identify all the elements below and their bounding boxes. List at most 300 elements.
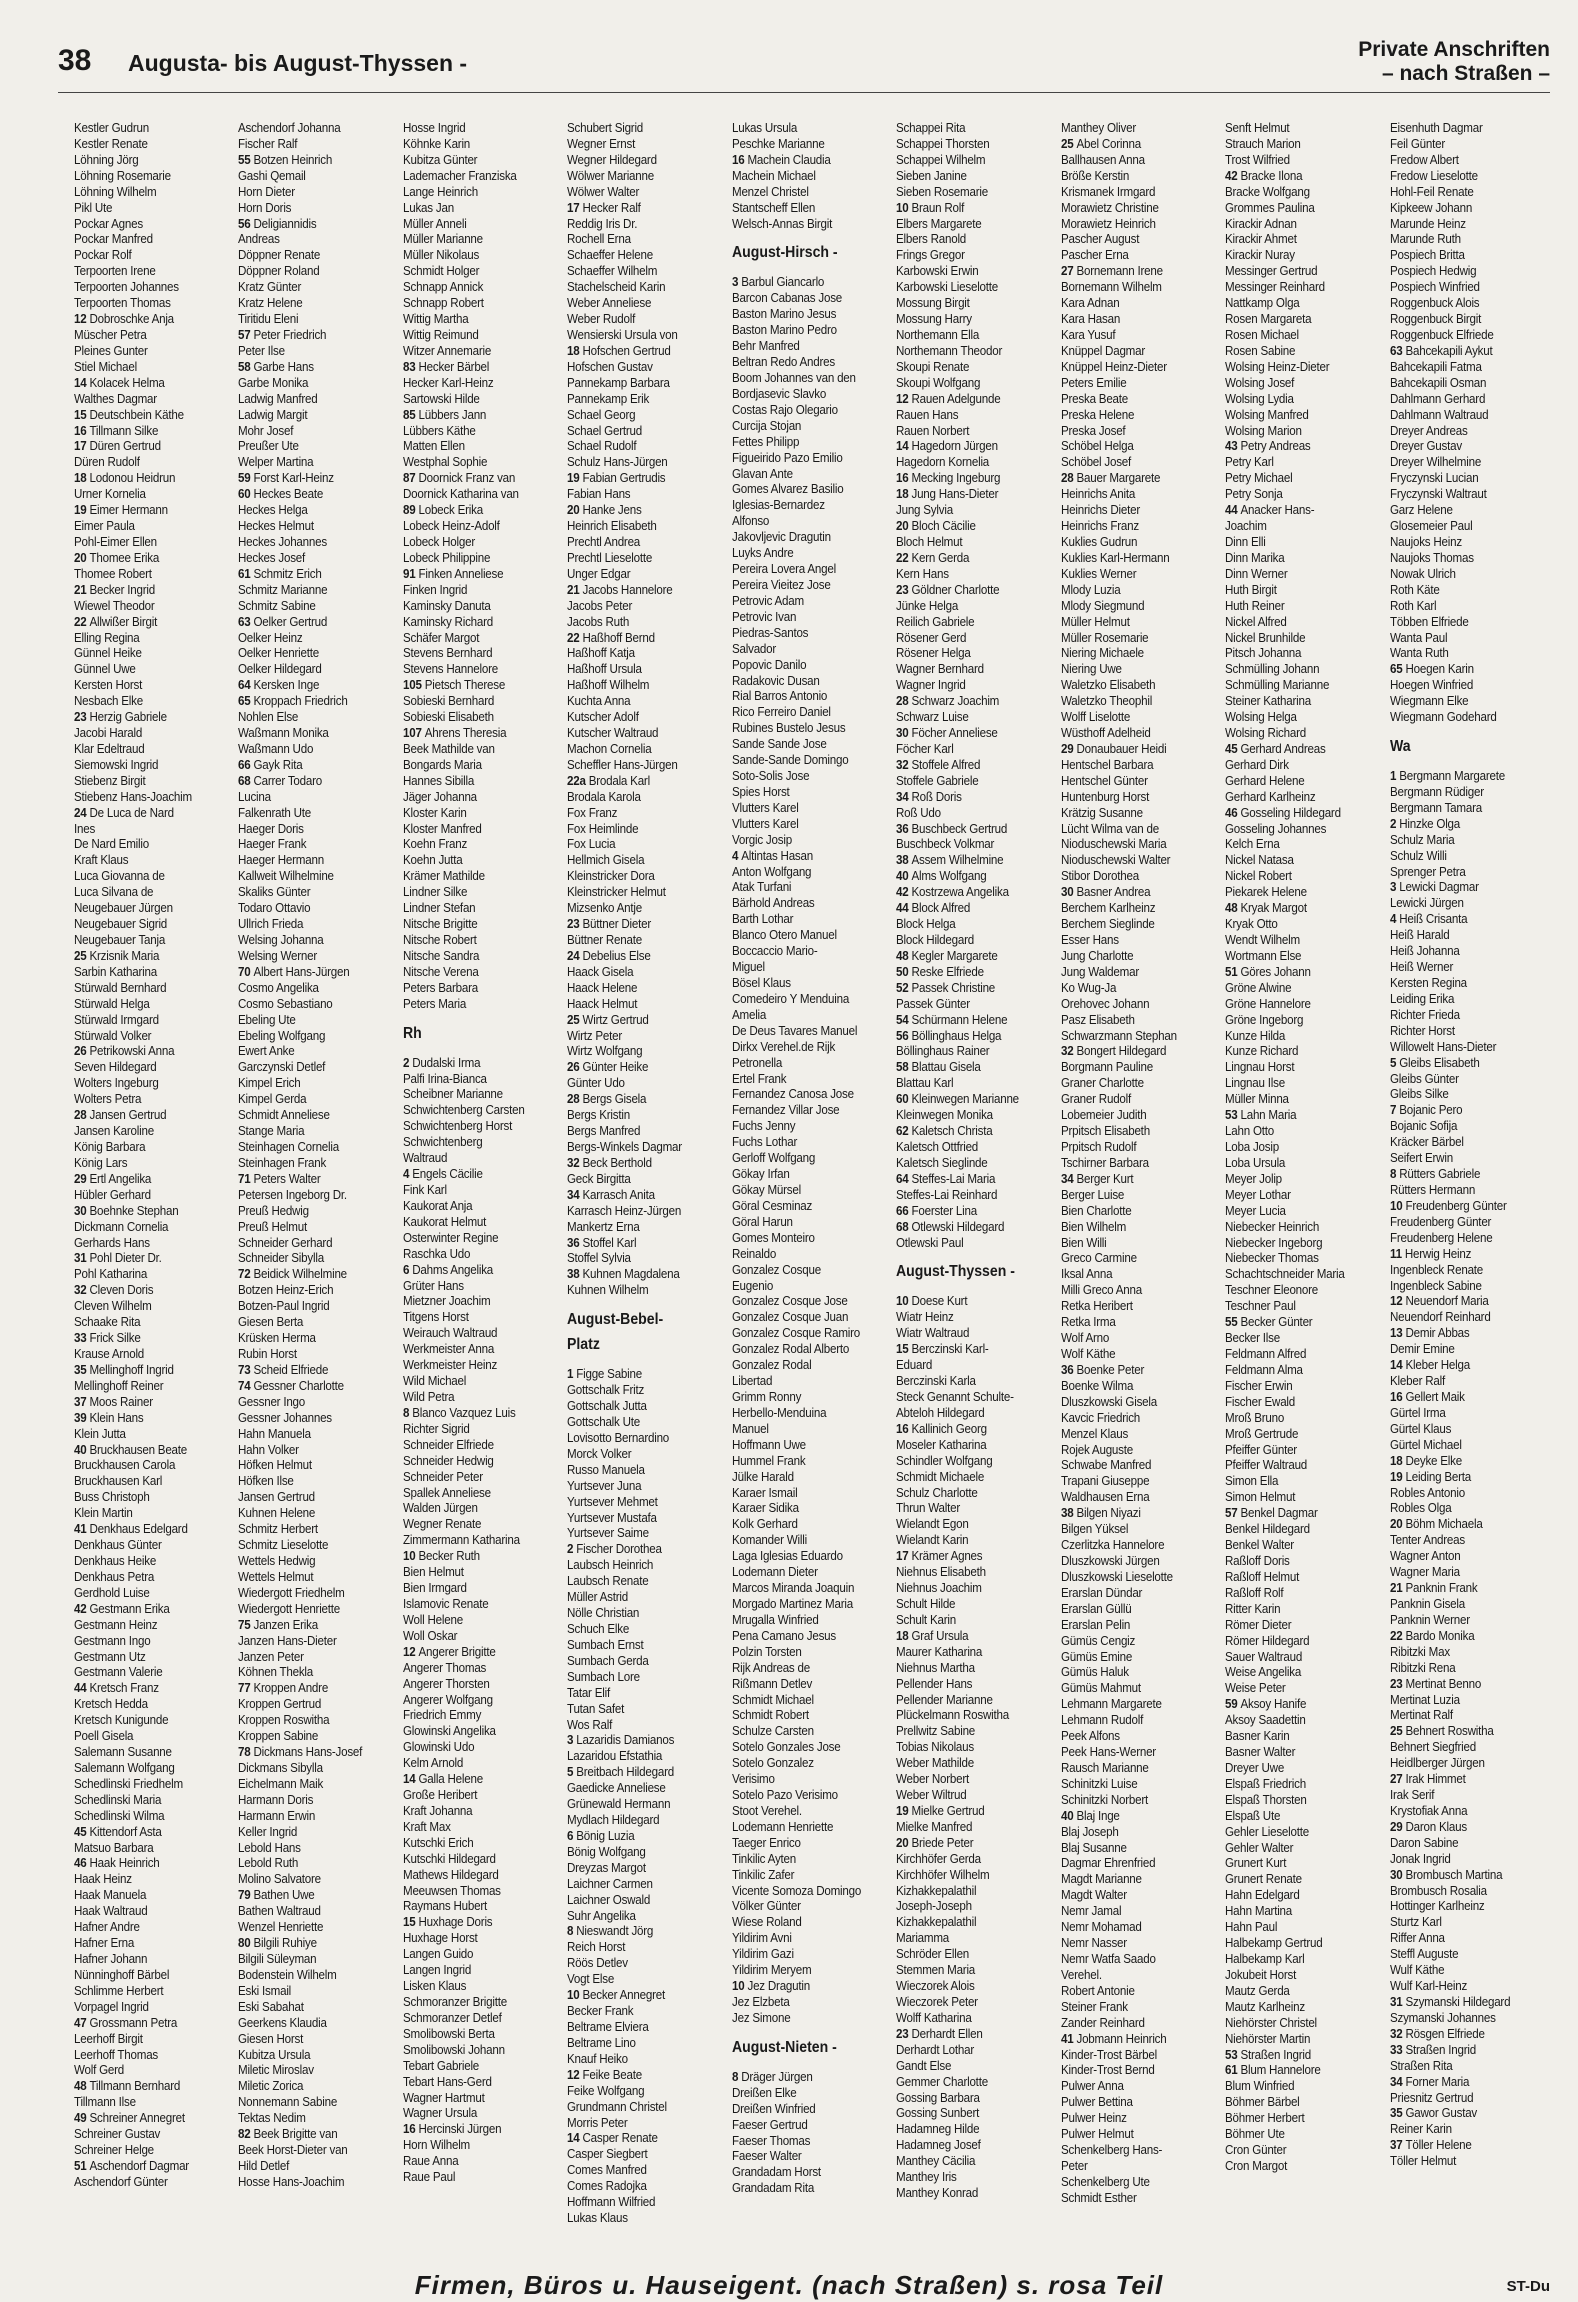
resident-entry — [567, 1828, 725, 1844]
resident-entry: Magdt Marianne — [1060, 1871, 1142, 1887]
resident-entry: Wagner Hartmut — [402, 2089, 485, 2105]
resident-entry: Teschner Eleonore — [1225, 1282, 1319, 1298]
resident-entry: Bergs Kristin — [567, 1107, 631, 1123]
resident-entry — [896, 1803, 1054, 1819]
resident-entry: Janzen Peter — [238, 1648, 305, 1664]
resident-entry: Terpoorten Irene — [74, 263, 156, 279]
resident-entry: Mizsenko Antje — [567, 900, 643, 916]
resident-entry: Andreas — [238, 231, 281, 247]
resident-entry: Angerer Thomas — [402, 1659, 487, 1675]
resident-entry: De Deus Tavares Manuel — [731, 1022, 858, 1038]
resident-entry — [1225, 1107, 1383, 1123]
resident-entry — [1061, 263, 1219, 279]
resident-entry: Nemr Nasser — [1060, 1935, 1127, 1951]
resident-entry: Dahlmann Waltraud — [1389, 406, 1488, 422]
house-number: 1 — [567, 1366, 577, 1382]
resident-entry: Pospiech Winfried — [1389, 279, 1480, 295]
resident-entry: Giesen Horst — [238, 2030, 304, 2046]
resident-entry — [1061, 1505, 1219, 1521]
resident-entry: Pellender Hans — [896, 1675, 973, 1691]
house-number: 44 — [896, 900, 912, 916]
resident-name: Böhm Michaela — [1405, 1516, 1483, 1532]
house-number: 41 — [1060, 2030, 1077, 2046]
resident-entry: Kleinwegen Monika — [896, 1107, 994, 1123]
resident-name: Forner Maria — [1405, 2073, 1469, 2089]
resident-entry: Schulz Charlotte — [896, 1484, 978, 1500]
resident-entry: Meyer Lucia — [1225, 1202, 1286, 1218]
resident-entry: Menzel Christel — [731, 183, 809, 199]
resident-entry: Kloster Karin — [402, 804, 467, 820]
house-number: 38 — [567, 1266, 583, 1282]
resident-entry: Gröne Alwine — [1225, 979, 1292, 995]
resident-entry: Pereira Lovera Angel — [731, 561, 836, 577]
resident-entry — [238, 1617, 396, 1633]
resident-entry: Kroppen Roswitha — [238, 1712, 330, 1728]
resident-entry: Grimm Ronny — [731, 1388, 801, 1404]
house-number: 21 — [1389, 1580, 1406, 1596]
section-title-line2: – nach Straßen – — [1381, 62, 1550, 85]
page-range-title: Augusta- bis August-Thyssen - — [128, 50, 468, 76]
resident-entry: Wielandt Karin — [896, 1532, 969, 1548]
resident-entry: Schneider Peter — [402, 1468, 483, 1484]
resident-entry: Harmann Erwin — [238, 1807, 316, 1823]
resident-entry: Pospiech Hedwig — [1389, 263, 1476, 279]
resident-entry: Taeger Enrico — [731, 1834, 801, 1850]
resident-entry — [403, 1644, 561, 1660]
house-number: 17 — [74, 438, 90, 454]
resident-entry — [238, 1680, 396, 1696]
resident-entry: Elspaß Thorsten — [1225, 1791, 1307, 1807]
resident-entry: Böhmer Bärbel — [1225, 2094, 1300, 2110]
house-number: 30 — [896, 725, 912, 741]
resident-entry: Waldhausen Erna — [1060, 1489, 1150, 1505]
resident-entry: Pascher August — [1060, 231, 1139, 247]
resident-entry: Raue Paul — [402, 2169, 456, 2185]
house-number: 107 — [402, 725, 425, 741]
resident-entry: Lazaridou Efstathia — [567, 1748, 663, 1764]
resident-entry: Pockar Rolf — [74, 247, 132, 263]
resident-entry: Niebecker Heinrich — [1225, 1218, 1320, 1234]
resident-entry: Seven Hildegard — [74, 1059, 157, 1075]
resident-name: Bahcekapili Aykut — [1405, 342, 1493, 358]
resident-entry: Kimpel Erich — [238, 1075, 301, 1091]
resident-entry: Haack Helmut — [567, 995, 638, 1011]
resident-entry: Siemowski Ingrid — [74, 756, 159, 772]
resident-entry: Müller Marianne — [402, 231, 483, 247]
resident-name: Becker Annegret — [582, 1987, 666, 2003]
resident-entry: Niehörster Martin — [1225, 2030, 1311, 2046]
resident-entry: Leerhoff Thomas — [74, 2046, 159, 2062]
resident-name: Panknin Frank — [1405, 1580, 1477, 1596]
resident-entry: Luca Silvana de — [74, 884, 154, 900]
resident-entry — [1390, 1516, 1548, 1532]
resident-entry — [896, 550, 1054, 566]
resident-entry — [1390, 1453, 1548, 1469]
resident-entry: Kratz Günter — [238, 279, 302, 295]
resident-entry: Kleber Ralf — [1389, 1373, 1445, 1389]
resident-entry: Tinkilic Ayten — [731, 1850, 796, 1866]
house-number: 26 — [567, 1059, 583, 1075]
resident-entry: Dickmans Sibylla — [238, 1759, 324, 1775]
resident-entry: Dreyzas Margot — [567, 1859, 647, 1875]
resident-name: Becker Ingrid — [89, 581, 156, 597]
resident-name: Kryak Margot — [1240, 900, 1307, 916]
resident-entry — [896, 693, 1054, 709]
resident-entry: Abteloh Hildegard — [896, 1404, 985, 1420]
resident-entry: Kirackir Adnan — [1225, 215, 1297, 231]
resident-entry: Tektas Nedim — [238, 2110, 307, 2126]
resident-entry: Bruckhausen Karl — [74, 1473, 163, 1489]
resident-entry: Lodemann Henriette — [731, 1818, 833, 1834]
resident-entry: Schneider Hedwig — [402, 1452, 494, 1468]
resident-name: Benkel Dagmar — [1240, 1505, 1318, 1521]
resident-entry: Lobeck Philippine — [402, 549, 491, 565]
resident-name: Becker Günter — [1240, 1314, 1313, 1330]
resident-entry: Klein Jutta — [74, 1425, 126, 1441]
resident-entry: Wegner Renate — [402, 1516, 482, 1532]
resident-entry: Eichelmann Maik — [238, 1775, 324, 1791]
resident-entry: Wolf Käthe — [1060, 1345, 1116, 1361]
resident-entry — [1225, 438, 1383, 454]
resident-entry: Bönig Wolfgang — [567, 1843, 646, 1859]
resident-name: Herwig Heinz — [1404, 1245, 1471, 1261]
resident-name: Deyke Elke — [1405, 1452, 1462, 1468]
house-number: 18 — [896, 486, 912, 502]
house-number: 20 — [567, 502, 583, 518]
resident-entry — [896, 1628, 1054, 1644]
resident-entry: Simon Ella — [1225, 1473, 1279, 1489]
resident-entry — [1061, 2031, 1219, 2047]
resident-entry: Nemr Mohamad — [1060, 1919, 1142, 1935]
resident-entry: Müller Astrid — [567, 1589, 629, 1605]
house-number: 25 — [74, 947, 90, 963]
resident-entry: Kretsch Kunigunde — [74, 1712, 169, 1728]
resident-entry — [74, 1680, 232, 1696]
resident-entry: Wielandt Egon — [896, 1516, 969, 1532]
house-number: 36 — [896, 820, 912, 836]
house-number: 28 — [896, 693, 912, 709]
header-divider — [58, 92, 1550, 93]
resident-entry: Pellender Marianne — [896, 1691, 993, 1707]
resident-entry — [238, 693, 396, 709]
resident-name: Breitbach Hildegard — [576, 1764, 675, 1780]
directory-column — [1390, 120, 1550, 2188]
resident-entry: Peters Emilie — [1060, 374, 1127, 390]
resident-entry: Preska Beate — [1060, 390, 1128, 406]
house-number: 28 — [1060, 470, 1077, 486]
resident-entry: Jansen Gertrud — [238, 1489, 316, 1505]
house-number: 35 — [74, 1361, 90, 1377]
resident-entry: Oelker Henriette — [238, 645, 320, 661]
resident-entry: Robles Antonio — [1389, 1484, 1465, 1500]
resident-entry: Basner Walter — [1225, 1744, 1296, 1760]
resident-entry: Niehörster Christel — [1225, 2014, 1318, 2030]
resident-entry — [567, 1541, 725, 1557]
resident-entry — [1390, 1867, 1548, 1883]
resident-entry — [74, 1203, 232, 1219]
resident-entry: Meyer Lothar — [1225, 1186, 1291, 1202]
resident-entry: Wagner Maria — [1389, 1564, 1460, 1580]
resident-entry: Milli Greco Anna — [1060, 1282, 1142, 1298]
resident-name: Basner Andrea — [1076, 884, 1151, 900]
resident-entry: Richter Frieda — [1389, 1006, 1460, 1022]
resident-entry: Pulwer Bettina — [1060, 2094, 1133, 2110]
house-number: 16 — [1389, 1388, 1406, 1404]
house-number: 22 — [1389, 1627, 1406, 1643]
resident-entry — [567, 343, 725, 359]
resident-entry: Dluszkowski Lieselotte — [1060, 1568, 1173, 1584]
resident-entry — [567, 2130, 725, 2146]
resident-entry: Gosseling Johannes — [1225, 820, 1327, 836]
resident-entry: Lukas Ursula — [731, 120, 797, 135]
resident-entry: Bröße Kerstin — [1060, 167, 1129, 183]
resident-entry: Sumbach Gerda — [567, 1652, 649, 1668]
resident-entry: Kern Hans — [896, 565, 950, 581]
resident-entry: Loba Ursula — [1225, 1154, 1286, 1170]
resident-entry: Pleines Gunter — [74, 342, 148, 358]
resident-entry: Nattkamp Olga — [1225, 295, 1300, 311]
resident-name: Hecker Bärbel — [418, 358, 490, 374]
resident-entry — [74, 311, 232, 327]
resident-entry: Bergs Manfred — [567, 1123, 641, 1139]
resident-entry: Schöbel Helga — [1060, 438, 1134, 454]
house-number: 61 — [238, 565, 254, 581]
resident-entry: Roß Udo — [896, 804, 942, 820]
resident-name: Scheid Elfriede — [253, 1361, 329, 1377]
resident-entry: Nioduschewski Maria — [1060, 836, 1167, 852]
house-number: 23 — [896, 581, 912, 597]
resident-entry — [896, 1171, 1054, 1187]
resident-name: Rösgen Elfriede — [1405, 2025, 1485, 2041]
resident-entry: Knüppel Dagmar — [1060, 342, 1145, 358]
resident-name: Günter Heike — [582, 1059, 649, 1075]
resident-entry — [896, 789, 1054, 805]
house-number: 16 — [896, 470, 912, 486]
resident-entry: Pikl Ute — [74, 199, 113, 215]
resident-entry: Kloster Manfred — [402, 820, 482, 836]
resident-entry: Wanta Ruth — [1389, 645, 1449, 661]
resident-entry: Klein Martin — [74, 1505, 133, 1521]
resident-entry: Fryczynski Waltraut — [1389, 486, 1487, 502]
resident-entry: Raßloff Rolf — [1225, 1584, 1284, 1600]
street-heading: Platz — [567, 1336, 601, 1354]
resident-entry: Otlewski Paul — [896, 1234, 964, 1250]
resident-entry — [1225, 1314, 1383, 1330]
resident-entry: Cosmo Angelika — [238, 979, 320, 995]
resident-entry: Weber Rudolf — [567, 311, 636, 327]
resident-entry — [567, 2067, 725, 2083]
resident-name: Bongert Hildegard — [1076, 1043, 1166, 1059]
resident-name: Blattau Gisela — [911, 1059, 981, 1075]
resident-entry: Grandadam Horst — [731, 2164, 821, 2180]
street-heading: Rh — [402, 1024, 422, 1042]
resident-entry: Schmidt Michaele — [896, 1468, 985, 1484]
resident-entry: Stiebenz Hans-Joachim — [74, 788, 192, 804]
resident-entry — [74, 1282, 232, 1298]
resident-entry: Rosen Margareta — [1225, 311, 1312, 327]
resident-entry: Haeger Hermann — [238, 852, 325, 868]
resident-entry: Hohl-Feil Renate — [1389, 183, 1474, 199]
house-number: 52 — [896, 979, 912, 995]
resident-entry: Dluszkowski Jürgen — [1060, 1552, 1160, 1568]
resident-entry: Morawietz Christine — [1060, 199, 1159, 215]
resident-entry: Schenkelberg Hans- — [1060, 2142, 1162, 2158]
resident-entry — [238, 1171, 396, 1187]
resident-entry: Peters Maria — [402, 995, 467, 1011]
resident-name: Bauer Margarete — [1076, 470, 1160, 486]
resident-entry — [238, 757, 396, 773]
resident-entry: Schnapp Robert — [402, 295, 484, 311]
resident-entry — [1390, 1676, 1548, 1692]
house-number: 23 — [567, 916, 583, 932]
resident-entry: Gerloff Wolfgang — [731, 1150, 815, 1166]
resident-entry: Laichner Carmen — [567, 1875, 654, 1891]
house-number: 53 — [1225, 2046, 1241, 2062]
resident-name: Hecker Ralf — [582, 199, 642, 215]
resident-entry: Schinitzki Luise — [1060, 1775, 1138, 1791]
resident-entry: Kirchhöfer Gerda — [896, 1850, 982, 1866]
resident-entry: Dreyer Wilhelmine — [1389, 454, 1481, 470]
resident-name: Frick Silke — [89, 1330, 141, 1346]
resident-entry: Berchem Sieglinde — [1060, 916, 1155, 932]
resident-entry: Wolters Petra — [74, 1091, 142, 1107]
resident-entry: Koehn Jutta — [402, 852, 463, 868]
resident-entry: Bodenstein Wilhelm — [238, 1966, 338, 1982]
resident-entry: Gökay Mürsel — [731, 1182, 801, 1197]
resident-name: Jung Hans-Dieter — [911, 486, 999, 502]
resident-entry: Többen Elfriede — [1389, 613, 1469, 629]
resident-name: Mecking Ingeburg — [911, 470, 1001, 486]
resident-entry: Eimer Paula — [74, 518, 135, 534]
house-number: 89 — [402, 502, 419, 518]
house-number: 80 — [238, 1935, 254, 1951]
resident-entry: Wolsing Helga — [1225, 709, 1297, 725]
resident-entry: Höfken Helmut — [238, 1457, 313, 1473]
resident-entry: Hild Detlef — [238, 2158, 290, 2173]
resident-entry: Gümüs Emine — [1060, 1648, 1132, 1664]
resident-name: Aschendorf Dagmar — [89, 2158, 189, 2173]
resident-entry: Rösener Gerd — [896, 629, 967, 645]
resident-entry: Ladwig Margit — [238, 406, 308, 422]
resident-entry: Rochell Erna — [567, 231, 632, 247]
section-title-line1: Private Anschriften — [1358, 38, 1550, 61]
house-number: 64 — [896, 1170, 912, 1186]
resident-entry — [567, 582, 725, 598]
resident-entry: Heinrich Elisabeth — [567, 518, 657, 534]
resident-entry: Bien Helmut — [402, 1564, 464, 1580]
resident-entry: Kleinstricker Dora — [567, 868, 655, 884]
resident-entry: Zander Reinhard — [1060, 2014, 1145, 2030]
house-number: 19 — [74, 502, 90, 518]
resident-entry: Mossung Harry — [896, 311, 973, 327]
house-number: 35 — [1389, 2105, 1406, 2121]
resident-entry: Günnel Uwe — [74, 661, 136, 677]
resident-entry: Wiedergott Henriette — [238, 1600, 341, 1616]
resident-entry: Bärhold Andreas — [731, 895, 815, 911]
resident-entry: Gökay Irfan — [731, 1166, 790, 1182]
resident-name: Cleven Doris — [89, 1282, 154, 1298]
resident-entry: Wettels Hedwig — [238, 1552, 316, 1568]
resident-entry: Heckes Josef — [238, 549, 306, 565]
resident-entry: Skoupi Wolfgang — [896, 374, 981, 390]
resident-entry: Weber Norbert — [896, 1771, 970, 1787]
resident-entry: Robles Olga — [1389, 1500, 1451, 1516]
house-number: 12 — [896, 390, 912, 406]
resident-entry — [74, 1171, 232, 1187]
resident-entry: Russo Manuela — [567, 1461, 646, 1477]
resident-entry: Stevens Hannelore — [402, 661, 498, 677]
resident-entry: Heckes Helmut — [238, 518, 315, 534]
resident-entry: Knauf Heiko — [567, 2050, 629, 2066]
resident-entry: Schedlinski Maria — [74, 1791, 162, 1807]
resident-entry: Göral Cesminaz — [731, 1197, 812, 1213]
resident-entry: Derhardt Lothar — [896, 2041, 975, 2057]
resident-entry: Karbowski Lieselotte — [896, 279, 999, 295]
resident-entry: Yurtsever Juna — [567, 1477, 642, 1493]
resident-entry: Wolsing Lydia — [1225, 390, 1294, 406]
resident-name: Kaletsch Christa — [911, 1123, 993, 1139]
section-title — [1358, 38, 1550, 86]
resident-entry: Botzen-Paul Ingrid — [238, 1298, 330, 1314]
resident-entry: Beek Mathilde van — [402, 740, 495, 756]
resident-entry: Gestmann Utz — [74, 1648, 146, 1664]
house-number: 60 — [896, 1091, 912, 1107]
resident-entry: Laichner Oswald — [567, 1891, 651, 1907]
resident-entry — [567, 916, 725, 932]
resident-entry: Oelker Hildegard — [238, 661, 322, 677]
resident-entry: Fettes Philipp — [731, 433, 800, 449]
house-number: 8 — [567, 1923, 577, 1939]
resident-entry: De Nard Emilio — [74, 836, 149, 852]
resident-entry: Senft Helmut — [1225, 120, 1290, 135]
resident-entry: Wos Ralf — [567, 1716, 613, 1732]
resident-entry: Scheffler Hans-Jürgen — [567, 756, 678, 772]
resident-entry: Machon Cornelia — [567, 740, 652, 756]
resident-entry — [403, 1771, 561, 1787]
house-number: 11 — [1389, 1245, 1405, 1261]
resident-name: Bergs Gisela — [582, 1091, 647, 1107]
resident-entry: Casper Siegbert — [567, 2146, 648, 2162]
resident-entry: Ullrich Frieda — [238, 916, 304, 932]
resident-entry: Kutschki Hildegard — [402, 1850, 496, 1866]
resident-entry: Komander Willi — [731, 1532, 807, 1548]
resident-entry: Berger Luise — [1060, 1186, 1124, 1202]
resident-name: Daron Klaus — [1405, 1818, 1467, 1834]
resident-name: Kittendorf Asta — [89, 1823, 162, 1839]
resident-entry — [1061, 1362, 1219, 1378]
resident-entry: Hottinger Karlheinz — [1389, 1898, 1485, 1914]
resident-entry: Denkhaus Heike — [74, 1552, 157, 1568]
house-number: 62 — [896, 1123, 912, 1139]
house-number: 60 — [238, 486, 254, 502]
resident-entry: Huth Reiner — [1225, 597, 1285, 613]
resident-entry: Berczinski Karla — [896, 1373, 976, 1389]
resident-entry — [732, 1978, 890, 1994]
resident-entry: Grandadam Rita — [731, 2180, 814, 2196]
resident-entry: Neugebauer Sigrid — [74, 916, 168, 932]
resident-entry: Schedlinski Wilma — [74, 1807, 165, 1823]
house-number: 40 — [74, 1441, 90, 1457]
resident-entry: Vlutters Karel — [731, 815, 799, 831]
resident-entry: Urner Kornelia — [74, 486, 146, 502]
resident-entry: Schwichtenberg Horst — [402, 1118, 513, 1134]
resident-name: Büttner Dieter — [582, 916, 652, 932]
resident-entry: Polzin Torsten — [731, 1643, 802, 1659]
resident-entry: Waltraud — [402, 1150, 448, 1166]
resident-entry — [74, 614, 232, 630]
resident-entry: Jonak Ingrid — [1389, 1850, 1451, 1866]
resident-entry — [1390, 816, 1548, 832]
